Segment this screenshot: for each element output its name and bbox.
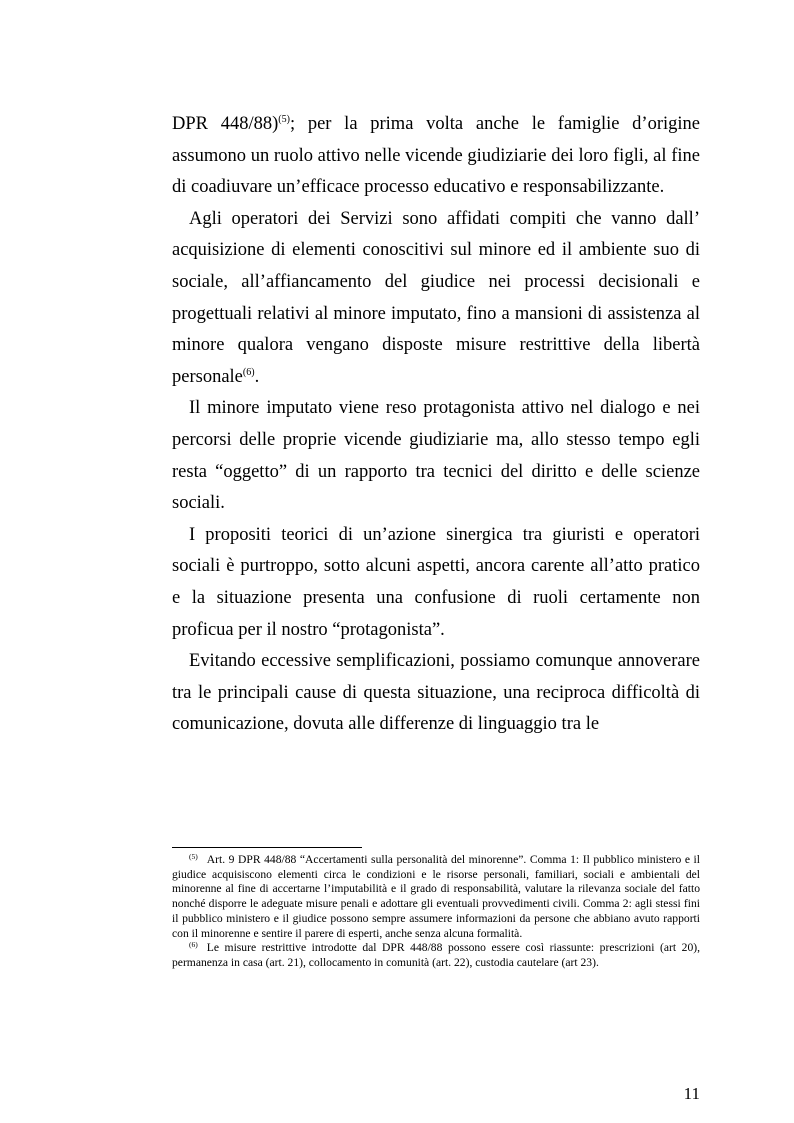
paragraph-1-text-b: ; per la prima volta anche le famiglie d’origine assumono un ruolo attivo nelle vicende giudiziarie dei loro figli, al fine di coadiuvare un’efficace processo educativo e responsabilizzante. bbox=[172, 114, 700, 198]
footnote-5 bbox=[172, 853, 700, 941]
paragraph-4: I propositi teorici di un’azione sinergica tra giuristi e operatori sociali è purtroppo, sotto alcuni aspetti, ancora carente all’atto pratico e la situazione presenta una confusione di ruoli certamente non proficua per il nostro “protagonista”. bbox=[172, 524, 700, 640]
paragraph-3: Il minore imputato viene reso protagonista attivo nel dialogo e nei percorsi delle proprie vicende giudiziarie ma, allo stesso tempo egli resta “oggetto” di un rapporto tra tecnici del diritto e delle scienze sociali. bbox=[172, 398, 700, 514]
footnote-5-marker: (5) bbox=[189, 852, 198, 861]
footnote-6 bbox=[172, 941, 700, 970]
paragraph-5: Evitando eccessive semplificazioni, possiamo comunque annoverare tra le principali cause di questa situazione, una reciproca difficoltà di comunicazione, dovuta alle differenze di linguaggio tra le bbox=[172, 651, 700, 735]
paragraph-2-text-a: Agli operatori dei Servizi sono affidati compiti che vanno dall’ acquisizione di elementi conoscitivi sul minore ed il ambiente suo di sociale, all’affiancamento del giudice nei processi decisionali e progettuali relativi al minore imputato, fino a mansioni di assistenza al minore qualora vengano disposte misure restrittive della libertà personale bbox=[172, 208, 700, 387]
footnote-ref-5[interactable]: (5) bbox=[278, 114, 290, 125]
paragraph-1-text-a: DPR 448/88) bbox=[172, 114, 279, 134]
paragraph-2-text-b: . bbox=[254, 366, 260, 387]
paragraph-1 bbox=[172, 109, 700, 204]
footnote-6-text: Le misure restrittive introdotte dal DPR 448/88 possono essere così riassunte: prescrizioni (art 20), permanenza in casa (art. 21), collocamento in comunità (art. 22), custodia cautelare (art 23). bbox=[172, 941, 700, 969]
footnote-6-marker: (6) bbox=[189, 940, 198, 950]
footnote-ref-6[interactable]: (6) bbox=[242, 366, 255, 378]
footnote-separator bbox=[172, 847, 362, 848]
page-number: 11 bbox=[683, 1084, 700, 1103]
footnotes bbox=[172, 853, 700, 971]
footnote-5-text: Art. 9 DPR 448/88 “Accertamenti sulla personalità del minorenne”. Comma 1: Il pubblico ministero e il giudice acquisiscono elementi circa le condizioni e le risorse personali, familiari, sociali e ambientali del minorenne al fine di accertarne l’imputabilità e il grado di responsabilità, valutare la rilevanza sociale del fatto nonché disporre le adeguate misure penali e adottare gli eventuali provvedimenti civili. Comma 2: agli stessi fini il pubblico ministero e il giudice possono sempre assumere informazioni da persone che abbiano avuto rapporti con il minorenne e sentire il parere di esperti, anche senza alcuna formalità. bbox=[172, 853, 700, 940]
paragraph-2 bbox=[172, 204, 700, 394]
main-text bbox=[172, 109, 700, 741]
